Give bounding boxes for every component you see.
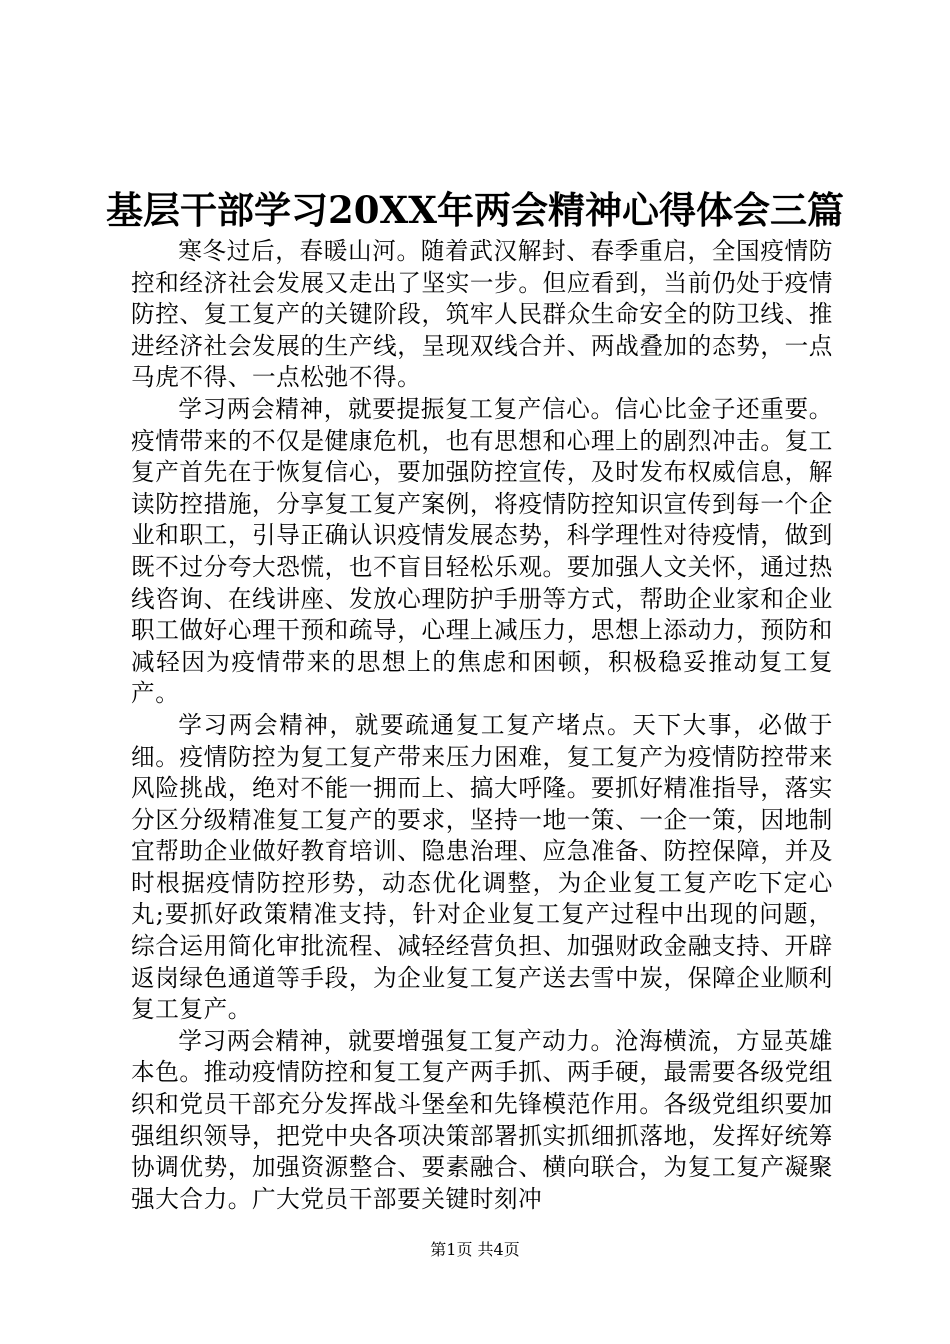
paragraph-momentum: 学习两会精神，就要增强复工复产动力。沧海横流，方显英雄本色。推动疫情防控和复工复产两手抓、两手硬，最需要各级党组织和党员干部充分发挥战斗堡垒和先锋模范作用。各级党组织要加强组织领导，把党中央各项决策部署抓实抓细抓落地，发挥好统筹协调优势，加强资源整合、要素融合、横向联合，为复工复产凝聚强大合力。广大党员干部要关键时刻冲 — [131, 1026, 833, 1213]
paragraph-confidence: 学习两会精神，就要提振复工复产信心。信心比金子还重要。疫情带来的不仅是健康危机，也有思想和心理上的剧烈冲击。复工复产首先在于恢复信心，要加强防控宣传，及时发布权威信息，解读防控措施，分享复工复产案例，将疫情防控知识宣传到每一个企业和职工，引导正确认识疫情发展态势，科学理性对待疫情，做到既不过分夸大恐慌，也不盲目轻松乐观。要加强人文关怀，通过热线咨询、在线讲座、发放心理防护手册等方式，帮助企业家和企业职工做好心理干预和疏导，心理上减压力，思想上添动力，预防和减轻因为疫情带来的思想上的焦虑和困顿，积极稳妥推动复工复产。 — [131, 394, 833, 708]
paragraph-bottlenecks: 学习两会精神，就要疏通复工复产堵点。天下大事，必做于细。疫情防控为复工复产带来压力困难，复工复产为疫情防控带来风险挑战，绝对不能一拥而上、搞大呼隆。要抓好精准指导，落实分区分级精准复工复产的要求，坚持一地一策、一企一策，因地制宜帮助企业做好教育培训、隐患治理、应急准备、防控保障，并及时根据疫情防控形势，动态优化调整，为企业复工复产吃下定心丸;要抓好政策精准支持，针对企业复工复产过程中出现的问题，综合运用简化审批流程、减轻经营负担、加强财政金融支持、开辟返岗绿色通道等手段，为企业复工复产送去雪中炭，保障企业顺利复工复产。 — [131, 710, 833, 1024]
paragraph-intro: 寒冬过后，春暖山河。随着武汉解封、春季重启，全国疫情防控和经济社会发展又走出了坚实一步。但应看到，当前仍处于疫情防控、复工复产的关键阶段，筑牢人民群众生命安全的防卫线、推进经济社会发展的生产线，呈现双线合并、两战叠加的态势，一点马虎不得、一点松弛不得。 — [131, 237, 833, 392]
page-footer — [0, 1239, 950, 1261]
document-title: 基层干部学习20XX年两会精神心得体会三篇 — [106, 188, 844, 232]
document-body — [131, 236, 833, 1215]
page-number: 第1页 共4页 — [430, 1240, 520, 1259]
